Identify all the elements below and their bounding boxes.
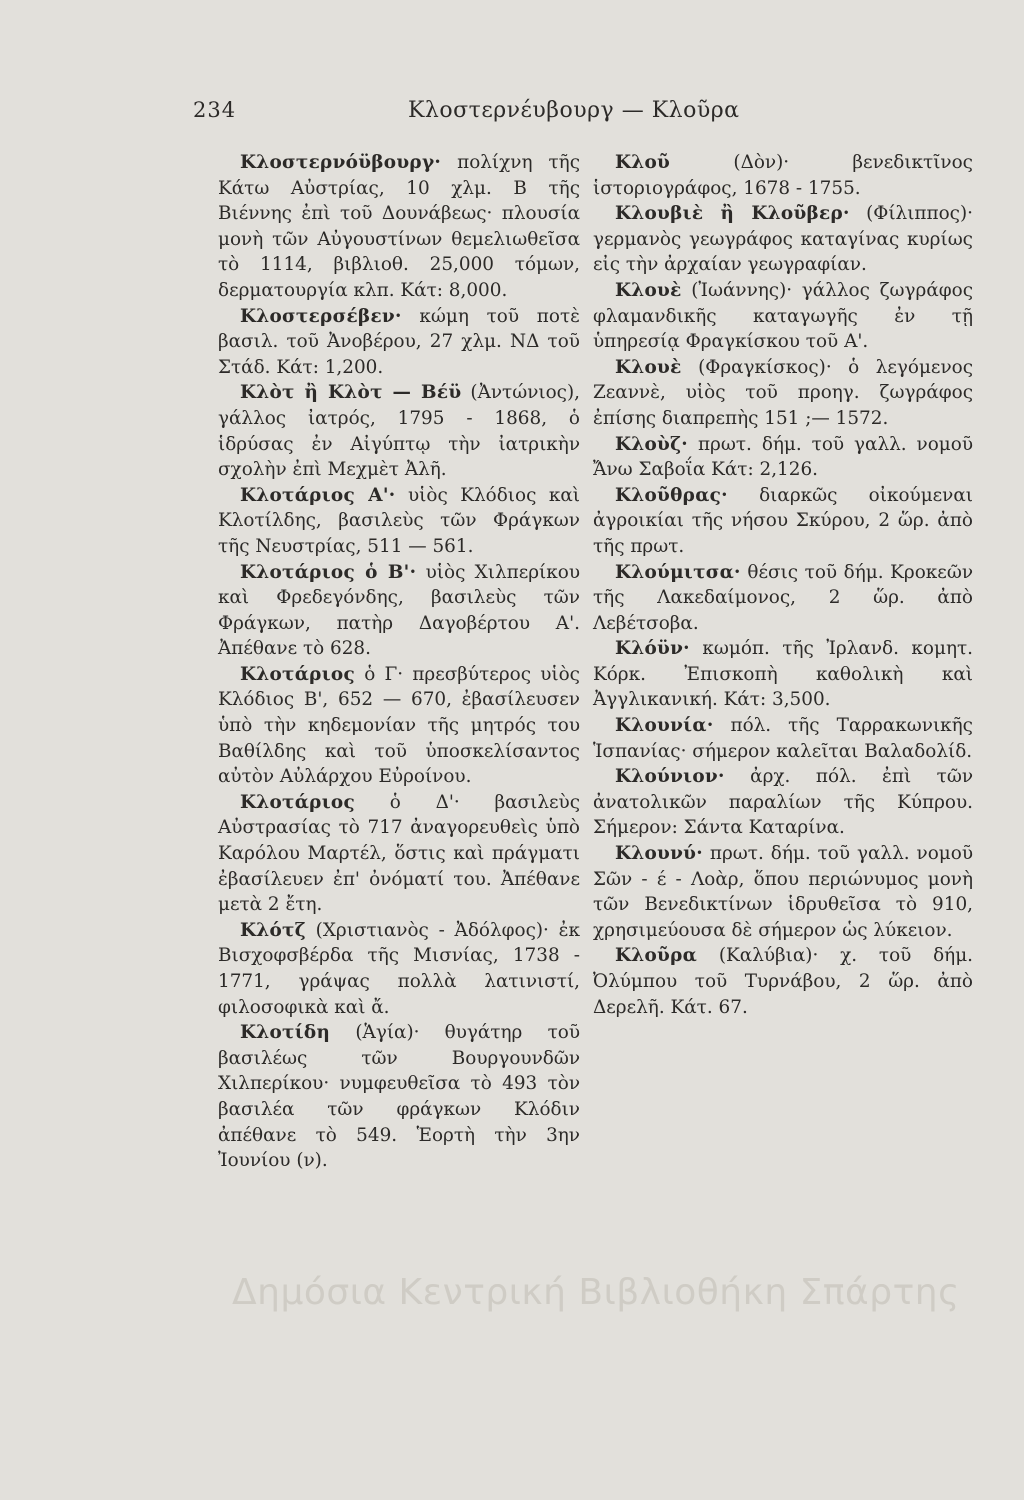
dictionary-entry <box>218 1020 580 1174</box>
entry-headword: Κλοστερνόϋβουργ· <box>240 152 442 173</box>
dictionary-entry <box>593 483 973 560</box>
dictionary-entry <box>593 355 973 432</box>
entry-definition: κωμόπ. τῆς Ἰρλανδ. κομητ. Κόρκ. Ἐπισκοπὴ καθολικὴ καὶ Ἀγγλικανική. Κάτ: 3,500. <box>593 638 973 711</box>
page-number: 234 <box>193 98 237 122</box>
dictionary-entry <box>593 636 973 713</box>
entry-definition: (Καλύβια)· χ. τοῦ δήμ. Ὀλύμπου τοῦ Τυρνάβου, 2 ὥρ. ἀπὸ Δερελῆ. Κάτ. 67. <box>593 945 973 1018</box>
right-column <box>593 150 973 1020</box>
dictionary-entry <box>218 662 580 790</box>
entry-definition: ἀρχ. πόλ. ἐπὶ τῶν ἀνατολικῶν παραλίων τῆς Κύπρου. Σήμερον: Σάντα Καταρίνα. <box>593 766 973 839</box>
dictionary-entry <box>593 713 973 764</box>
entry-headword: Κλοῦ <box>615 152 671 173</box>
entry-definition: πρωτ. δήμ. τοῦ γαλλ. νομοῦ Ἄνω Σαβοΐα Κάτ: 2,126. <box>593 433 973 481</box>
entry-definition: διαρκῶς οἰκούμεναι ἀγροικίαι τῆς νήσου Σκύρου, 2 ὥρ. ἀπὸ τῆς πρωτ. <box>593 484 973 557</box>
entry-headword: Κλότζ <box>240 919 306 941</box>
entry-headword: Κλοστερσέβεν· <box>240 305 402 327</box>
dictionary-entry <box>593 278 973 355</box>
dictionary-entry <box>218 790 580 918</box>
dictionary-entry <box>593 150 973 201</box>
entry-headword: Κλοτάριος ὁ Β'· <box>240 561 417 583</box>
entry-definition: ὁ Δ'· βασιλεὺς Αὐστρασίας τὸ 717 ἀναγορευθεὶς ὑπὸ Καρόλου Μαρτέλ, ὅστις καὶ πράγματι ἐβασίλευεν ἐπ' ὀνόματί του. Ἀπέθανε μετὰ 2 ἔτη. <box>218 791 580 916</box>
entry-definition: (Χριστιανὸς - Ἀδόλφος)· ἐκ Βισχοφσβέρδα τῆς Μισνίας, 1738 - 1771, γράψας πολλὰ λατινιστί, φιλοσοφικὰ καὶ ἄ. <box>218 919 580 1018</box>
entry-headword: Κλοὺζ· <box>615 433 689 455</box>
entry-definition: ὁ Γ· πρεσβύτερος υἱὸς Κλόδιος Β', 652 — 670, ἐβασίλευσεν ὑπὸ τὴν κηδεμονίαν τῆς μητρός του Βαθίλδης καὶ τοῦ ὑποσκελίσαντος αὐτὸν Αὐλάρχου Εὐροίνου. <box>218 663 580 788</box>
dictionary-entry <box>593 432 973 483</box>
entry-headword: Κλουὲ <box>615 356 682 378</box>
entry-definition: (Ἁγία)· θυγάτηρ τοῦ βασιλέως τῶν Βουργουνδῶν Χιλπερίκου· νυμφευθεῖσα τὸ 493 τὸν βασιλέα τῶν φράγκων Κλόδιν ἀπέθανε τὸ 549. Ἑορτὴ τὴν 3ην Ἰουνίου (ν). <box>218 1022 580 1172</box>
library-watermark: Δημόσια Κεντρική Βιβλιοθήκη Σπάρτης <box>232 1272 960 1313</box>
page-header <box>193 98 813 132</box>
entry-headword: Κλουὲ <box>615 279 682 301</box>
dictionary-entry <box>593 201 973 278</box>
entry-headword: Κλοτάριος <box>240 663 355 685</box>
entry-headword: Κλὸτ ἢ Κλὸτ — Βέϋ <box>240 382 462 404</box>
entry-definition: πρωτ. δήμ. τοῦ γαλλ. νομοῦ Σῶν - έ - Λοὰρ, ὅπου περιώνυμος μονὴ τῶν Βενεδικτίνων ἱδρυθεῖσα τὸ 910, χρησιμεύουσα δὲ σήμερον ὡς λύκειον. <box>593 843 973 941</box>
running-head: Κλοστερνέυβουργ — Κλοῦρα <box>408 98 740 123</box>
entry-definition: (Φίλιππος)· γερμανὸς γεωγράφος καταγίνας κυρίως εἰς τὴν ἀρχαίαν γεωγραφίαν. <box>593 203 973 276</box>
dictionary-entry <box>593 943 973 1020</box>
entry-definition: υἱὸς Κλόδιος καὶ Κλοτίλδης, βασιλεὺς τῶν Φράγκων τῆς Νευστρίας, 511 — 561. <box>218 484 580 557</box>
entry-headword: Κλοτάριος Α'· <box>240 484 396 506</box>
dictionary-entry <box>218 304 580 381</box>
entry-headword: Κλόϋν· <box>615 638 690 660</box>
dictionary-entry <box>218 150 580 304</box>
entry-headword: Κλοῦθρας· <box>615 484 728 506</box>
entry-definition: πόλ. τῆς Ταρρακωνικῆς Ἱσπανίας· σήμερον καλεῖται Βαλαδολίδ. <box>593 715 973 762</box>
dictionary-entry <box>218 918 580 1020</box>
dictionary-entry <box>593 841 973 943</box>
entry-definition: (Δὸν)· βενεδικτῖνος ἱστοριογράφος, 1678 - 1755. <box>593 152 973 199</box>
entry-headword: Κλούνιον· <box>615 766 725 788</box>
entry-headword: Κλοῦρα <box>615 945 698 967</box>
entry-definition: (Φραγκίσκος)· ὁ λεγόμενος Ζεαννὲ, υἱὸς τοῦ προηγ. ζωγράφος ἐπίσης διαπρεπὴς 151 ;— 1572. <box>593 356 973 429</box>
entry-definition: (Ἀντώνιος), γάλλος ἰατρός, 1795 - 1868, ὁ ἱδρύσας ἐν Αἰγύπτῳ τὴν ἰατρικὴν σχολὴν ἐπὶ Μεχμὲτ Ἀλῆ. <box>218 382 581 481</box>
dictionary-entry <box>218 560 580 662</box>
dictionary-entry <box>218 483 580 560</box>
entry-definition: πολίχνη τῆς Κάτω Αὐστρίας, 10 χλμ. Β τῆς Βιέννης ἐπὶ τοῦ Δουνάβεως· πλουσία μονὴ τῶν Αὐγουστίνων θεμελιωθεῖσα τὸ 1114, βιβλιοθ. 25,000 τόμων, δερματουργία κλπ. Κάτ: 8,000. <box>218 152 580 301</box>
entry-headword: Κλουνύ· <box>615 843 703 865</box>
entry-definition: θέσις τοῦ δήμ. Κροκεῶν τῆς Λακεδαίμονος, 2 ὥρ. ἀπὸ Λεβέτσοβα. <box>593 561 973 634</box>
entry-headword: Κλουβιὲ ἢ Κλοῦβερ· <box>615 203 850 225</box>
dictionary-entry <box>593 560 973 637</box>
entry-definition: κώμη τοῦ ποτὲ βασιλ. τοῦ Ἀνοβέρου, 27 χλμ. ΝΔ τοῦ Στάδ. Κάτ: 1,200. <box>218 305 580 378</box>
entry-headword: Κλούμιτσα· <box>615 561 741 583</box>
dictionary-entry <box>593 764 973 841</box>
entry-headword: Κλοτάριος <box>240 791 355 813</box>
entry-headword: Κλοτίδη <box>240 1022 331 1044</box>
left-column <box>218 150 580 1174</box>
dictionary-entry <box>218 380 580 482</box>
entry-definition: υἱὸς Χιλπερίκου καὶ Φρεδεγόνδης, βασιλεὺς τῶν Φράγκων, πατὴρ Δαγοβέρτου Α'. Ἀπέθανε τὸ 628. <box>218 561 580 660</box>
entry-definition: (Ἰωάννης)· γάλλος ζωγράφος φλαμανδικῆς καταγωγῆς ἐν τῇ ὑπηρεσίᾳ Φραγκίσκου τοῦ Α'. <box>593 279 973 353</box>
entry-headword: Κλουνία· <box>615 715 714 737</box>
